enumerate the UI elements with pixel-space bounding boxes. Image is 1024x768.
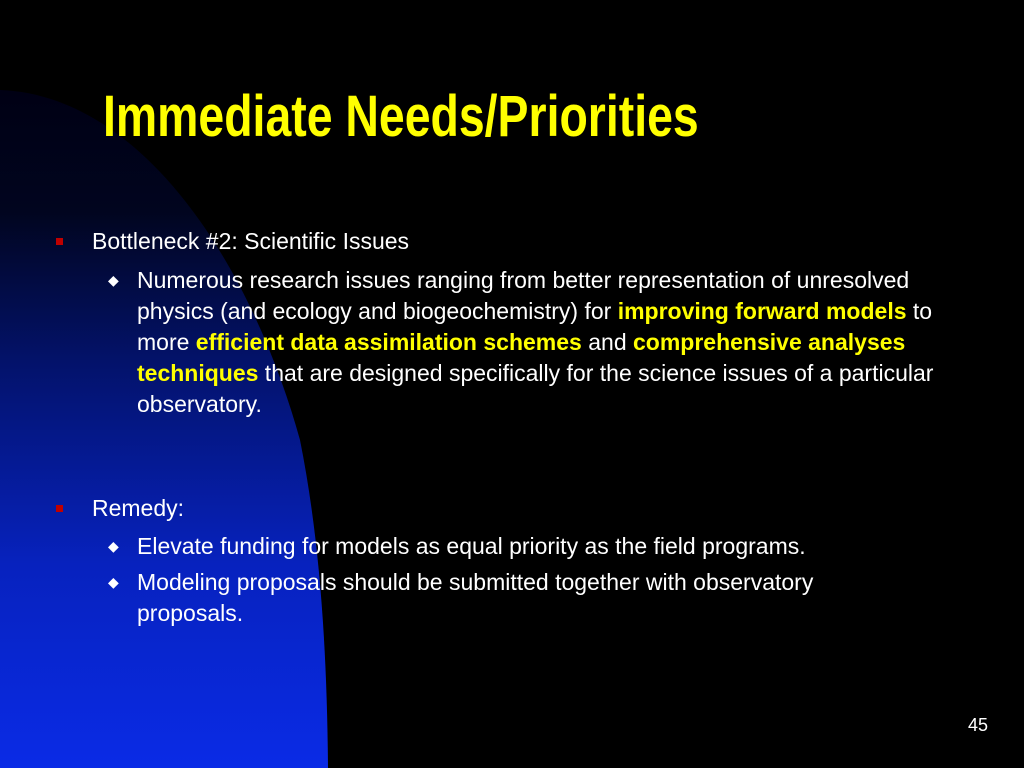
sub-bullet-elevate-funding: Elevate funding for models as equal priority as the field programs. [137, 533, 806, 559]
square-bullet-icon [56, 238, 63, 245]
slide-title: Immediate Needs/Priorities [103, 84, 699, 149]
bullet-remedy: Remedy: [92, 495, 185, 521]
page-number: 45 [967, 715, 988, 735]
square-bullet-icon [56, 505, 63, 512]
research-text-part-4: that are designed specifically for the science issues of a particular observatory. [137, 360, 934, 417]
highlight-analyses-techniques: comprehensive analyses techniques [137, 329, 906, 386]
diamond-bullet-icon: ◆ [108, 272, 119, 288]
sub-bullet-research-issues [137, 265, 977, 420]
highlight-forward-models: improving forward models [617, 298, 907, 324]
diamond-bullet-icon: ◆ [108, 538, 119, 554]
research-text-part-3: and [581, 329, 633, 355]
diamond-bullet-icon: ◆ [108, 574, 119, 590]
sub-bullet-modeling-proposals: Modeling proposals should be submitted together with observatory proposals. [137, 569, 814, 626]
highlight-data-assimilation: efficient data assimilation schemes [195, 329, 582, 355]
research-text-part-1: Numerous research issues ranging from better representation of unresolved physics (and ecology and biogeochemistry) for [137, 267, 910, 324]
research-text-part-2: to more [137, 298, 933, 355]
bullet-bottleneck: Bottleneck #2: Scientific Issues [92, 228, 410, 254]
